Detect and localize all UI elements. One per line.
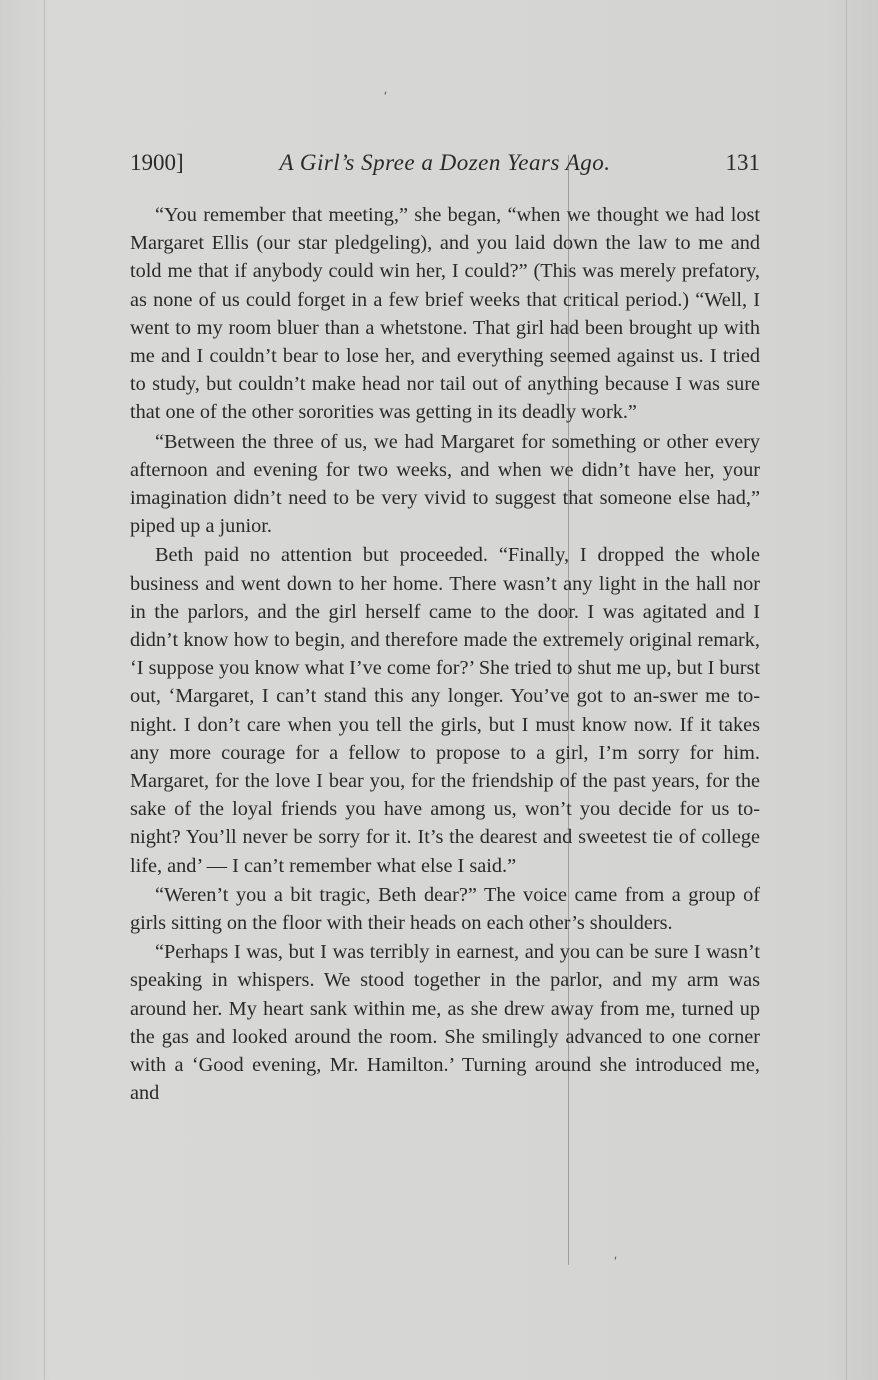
header-year: 1900] bbox=[130, 150, 184, 175]
body-text bbox=[130, 201, 760, 1108]
paragraph: “Perhaps I was, but I was terribly in earnest, and you can be sure I wasn’t speaking in whispers. We stood together in the parlor, and my arm was around her. My heart sank within me, as she drew away from me, turned up the gas and looked around the room. She smilingly advanced to one corner with a ‘Good evening, Mr. Hamilton.’ Turning around she introduced me, and bbox=[130, 941, 760, 1105]
paragraph: “You remember that meeting,” she began, “when we thought we had lost Margaret Ellis (our star pledgeling), and you laid down the law to me and told me that if anybody could win her, I could?” (This was merely prefatory, as none of us could forget in a few brief weeks that critical period.) “Well, I went to my room bluer than a whetstone. That girl had been brought up with me and I couldn’t bear to lose her, and everything seemed against us. I tried to study, but couldn’t make head nor tail out of anything because I was sure that one of the other sororities was getting in its deadly work.” bbox=[130, 204, 760, 424]
running-header bbox=[130, 150, 760, 182]
paragraph: “Between the three of us, we had Margaret for something or other every afternoon and evening for two weeks, and when we didn’t have her, your imagination didn’t need to be very vivid to suggest that someone else had,” piped up a junior. bbox=[130, 430, 760, 538]
page-left-edge bbox=[44, 0, 45, 1380]
scan-speck: ʹ bbox=[384, 90, 388, 105]
header-title: A Girl’s Spree a Dozen Years Ago. bbox=[279, 150, 611, 175]
page-right-edge bbox=[846, 0, 847, 1380]
paragraph: “Weren’t you a bit tragic, Beth dear?” The voice came from a group of girls sitting on the floor with their heads on each other’s shoulders. bbox=[130, 883, 760, 935]
scan-speck: ʹ bbox=[614, 1255, 618, 1270]
paragraph: Beth paid no attention but proceeded. “Finally, I dropped the whole business and went down to her home. There wasn’t any light in the hall nor in the parlors, and the girl herself came to the door. I was agitated and I didn’t know how to begin, and therefore made the extremely original remark, ‘I suppose you know what I’ve come for?’ She tried to shut me up, but I burst out, ‘Margaret, I can’t stand this any longer. You’ve got to an-swer me to-night. I don’t care when you tell the girls, but I must know now. If it takes any more courage for a fellow to propose to a girl, I’m sorry for him. Margaret, for the love I bear you, for the friendship of the past years, for the sake of the loyal friends you have among us, won’t you decide for us to-night? You’ll never be sorry for it. It’s the dearest and sweetest tie of college life, and’ — I can’t remember what else I said.” bbox=[130, 544, 760, 877]
page-number: 131 bbox=[725, 150, 760, 175]
